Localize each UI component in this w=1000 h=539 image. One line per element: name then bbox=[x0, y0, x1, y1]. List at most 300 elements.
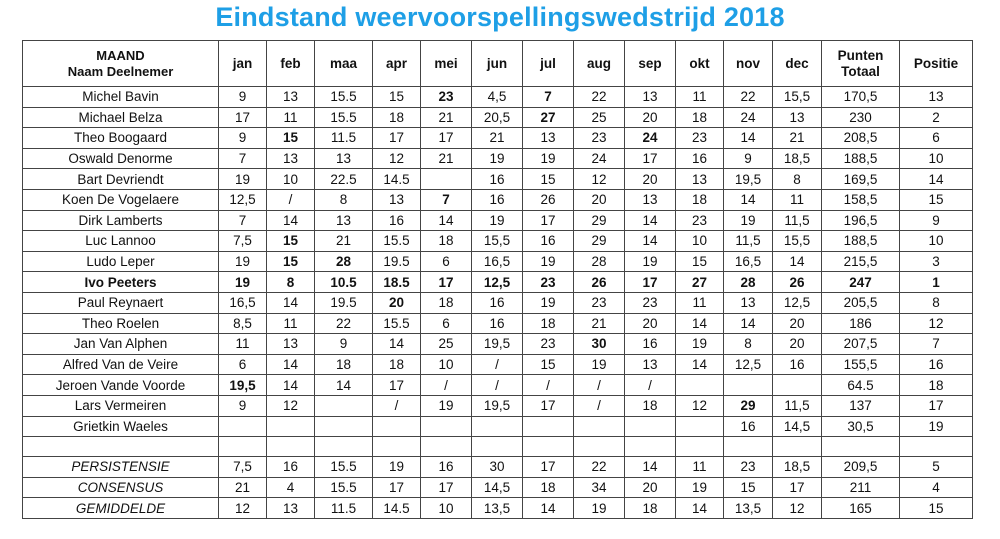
score-cell: 12 bbox=[676, 395, 724, 416]
score-cell: 6 bbox=[421, 251, 472, 272]
total-cell: 188,5 bbox=[822, 231, 900, 252]
score-cell: 13 bbox=[724, 292, 773, 313]
score-cell: 7 bbox=[219, 210, 267, 231]
score-cell: 12 bbox=[574, 169, 625, 190]
score-cell: 17 bbox=[523, 395, 574, 416]
reference-name: GEMIDDELDE bbox=[23, 498, 219, 519]
score-cell: 18.5 bbox=[373, 272, 421, 293]
score-cell: 8 bbox=[267, 272, 315, 293]
score-cell: 19,5 bbox=[472, 334, 523, 355]
participant-name: Bart Devriendt bbox=[23, 169, 219, 190]
page-title: Eindstand weervoorspellingswedstrijd 2018 bbox=[215, 2, 785, 32]
participant-row bbox=[23, 354, 973, 375]
score-cell bbox=[724, 375, 773, 396]
score-cell: 18 bbox=[523, 477, 574, 498]
score-cell: / bbox=[421, 375, 472, 396]
score-cell bbox=[472, 416, 523, 437]
score-cell: 20 bbox=[625, 313, 676, 334]
score-cell: 9 bbox=[219, 87, 267, 108]
total-cell: 188,5 bbox=[822, 148, 900, 169]
reference-row bbox=[23, 457, 973, 478]
score-cell: 15,5 bbox=[472, 231, 523, 252]
total-cell: 207,5 bbox=[822, 334, 900, 355]
score-cell: 29 bbox=[724, 395, 773, 416]
empty-cell bbox=[421, 437, 472, 457]
score-cell: 15 bbox=[267, 231, 315, 252]
score-cell: 19 bbox=[472, 210, 523, 231]
score-cell: 10 bbox=[267, 169, 315, 190]
score-cell: 13 bbox=[267, 87, 315, 108]
score-cell: / bbox=[574, 395, 625, 416]
position-cell: 9 bbox=[900, 210, 973, 231]
header-month: maa bbox=[315, 41, 373, 87]
score-cell: 13 bbox=[267, 498, 315, 519]
score-cell: 16 bbox=[773, 354, 822, 375]
score-cell: 23 bbox=[574, 128, 625, 149]
position-cell: 15 bbox=[900, 498, 973, 519]
position-cell: 19 bbox=[900, 416, 973, 437]
total-cell: 211 bbox=[822, 477, 900, 498]
score-cell: 16 bbox=[625, 334, 676, 355]
score-cell: 8 bbox=[773, 169, 822, 190]
empty-cell bbox=[267, 437, 315, 457]
participant-name: Koen De Vogelaere bbox=[23, 189, 219, 210]
header-month-label: MAAND bbox=[96, 47, 145, 63]
score-cell: 17 bbox=[421, 272, 472, 293]
spacer-row bbox=[23, 437, 973, 457]
score-cell: 20 bbox=[625, 107, 676, 128]
score-cell: 11 bbox=[676, 87, 724, 108]
score-cell: 18 bbox=[676, 189, 724, 210]
score-cell: 21 bbox=[574, 313, 625, 334]
score-cell: 17 bbox=[373, 128, 421, 149]
empty-cell bbox=[523, 437, 574, 457]
score-cell bbox=[421, 169, 472, 190]
score-cell: 11.5 bbox=[315, 128, 373, 149]
score-cell: 12 bbox=[219, 498, 267, 519]
score-cell: 19 bbox=[676, 477, 724, 498]
score-cell bbox=[315, 395, 373, 416]
participant-row bbox=[23, 128, 973, 149]
score-cell: 19 bbox=[219, 251, 267, 272]
empty-cell bbox=[625, 437, 676, 457]
score-cell: 14.5 bbox=[373, 169, 421, 190]
position-cell: 15 bbox=[900, 189, 973, 210]
participant-name: Ludo Leper bbox=[23, 251, 219, 272]
total-cell: 247 bbox=[822, 272, 900, 293]
score-cell: 20 bbox=[773, 313, 822, 334]
score-cell: 18 bbox=[315, 354, 373, 375]
position-cell: 3 bbox=[900, 251, 973, 272]
score-cell: 16 bbox=[373, 210, 421, 231]
score-cell: 13 bbox=[625, 354, 676, 375]
header-month: apr bbox=[373, 41, 421, 87]
score-cell: 18 bbox=[373, 107, 421, 128]
header-name-cell bbox=[23, 41, 219, 87]
score-cell: 13 bbox=[373, 189, 421, 210]
score-cell: 19 bbox=[421, 395, 472, 416]
reference-row bbox=[23, 477, 973, 498]
score-cell: 13 bbox=[625, 87, 676, 108]
score-cell: 19,5 bbox=[219, 375, 267, 396]
score-cell: 7,5 bbox=[219, 457, 267, 478]
score-cell: 21 bbox=[421, 107, 472, 128]
score-cell: 15.5 bbox=[315, 87, 373, 108]
score-cell: 12 bbox=[267, 395, 315, 416]
score-cell: 20 bbox=[625, 169, 676, 190]
participant-name: Luc Lannoo bbox=[23, 231, 219, 252]
total-cell: 30,5 bbox=[822, 416, 900, 437]
score-cell: 16 bbox=[676, 148, 724, 169]
results-body bbox=[23, 87, 973, 519]
header-month: sep bbox=[625, 41, 676, 87]
participant-name: Grietkin Waeles bbox=[23, 416, 219, 437]
score-cell: 28 bbox=[724, 272, 773, 293]
score-cell: 4,5 bbox=[472, 87, 523, 108]
score-cell: 21 bbox=[315, 231, 373, 252]
score-cell: 16 bbox=[472, 292, 523, 313]
reference-name: PERSISTENSIE bbox=[23, 457, 219, 478]
header-total-cell bbox=[822, 41, 900, 87]
score-cell: 13,5 bbox=[724, 498, 773, 519]
score-cell bbox=[676, 416, 724, 437]
total-cell: 64.5 bbox=[822, 375, 900, 396]
score-cell: 19 bbox=[676, 334, 724, 355]
participant-row bbox=[23, 272, 973, 293]
score-cell: / bbox=[523, 375, 574, 396]
score-cell: 14 bbox=[724, 313, 773, 334]
score-cell: 15,5 bbox=[773, 231, 822, 252]
score-cell: 6 bbox=[421, 313, 472, 334]
score-cell: 8,5 bbox=[219, 313, 267, 334]
score-cell: 19 bbox=[219, 272, 267, 293]
score-cell: 29 bbox=[574, 210, 625, 231]
score-cell: 15 bbox=[676, 251, 724, 272]
score-cell: 19 bbox=[574, 498, 625, 519]
score-cell: 22 bbox=[724, 87, 773, 108]
score-cell: / bbox=[625, 375, 676, 396]
score-cell: 20 bbox=[625, 477, 676, 498]
participant-name: Alfred Van de Veire bbox=[23, 354, 219, 375]
score-cell: 16 bbox=[472, 169, 523, 190]
score-cell: 22 bbox=[574, 87, 625, 108]
score-cell: 15 bbox=[523, 169, 574, 190]
score-cell: 8 bbox=[724, 334, 773, 355]
score-cell: 19 bbox=[523, 251, 574, 272]
score-cell: 12 bbox=[373, 148, 421, 169]
score-cell: 14 bbox=[625, 457, 676, 478]
score-cell: 23 bbox=[574, 292, 625, 313]
score-cell: 13 bbox=[315, 210, 373, 231]
participant-name: Paul Reynaert bbox=[23, 292, 219, 313]
score-cell: 15.5 bbox=[315, 107, 373, 128]
score-cell: 17 bbox=[523, 457, 574, 478]
participant-row bbox=[23, 189, 973, 210]
score-cell: 24 bbox=[574, 148, 625, 169]
score-cell bbox=[773, 375, 822, 396]
score-cell: 23 bbox=[724, 457, 773, 478]
score-cell: 23 bbox=[523, 272, 574, 293]
score-cell: 23 bbox=[421, 87, 472, 108]
score-cell: 27 bbox=[676, 272, 724, 293]
empty-cell bbox=[219, 437, 267, 457]
score-cell: 10 bbox=[421, 498, 472, 519]
score-cell: 22.5 bbox=[315, 169, 373, 190]
score-cell: 23 bbox=[523, 334, 574, 355]
header-month: jan bbox=[219, 41, 267, 87]
score-cell: 14 bbox=[267, 375, 315, 396]
header-month: nov bbox=[724, 41, 773, 87]
score-cell: 4 bbox=[267, 477, 315, 498]
empty-cell bbox=[373, 437, 421, 457]
score-cell: 15 bbox=[267, 251, 315, 272]
score-cell: 14 bbox=[267, 210, 315, 231]
score-cell: 15 bbox=[724, 477, 773, 498]
score-cell: 16 bbox=[472, 313, 523, 334]
score-cell bbox=[676, 375, 724, 396]
participant-row bbox=[23, 148, 973, 169]
score-cell: 19 bbox=[724, 210, 773, 231]
participant-row bbox=[23, 416, 973, 437]
score-cell: 14.5 bbox=[373, 498, 421, 519]
participant-name: Lars Vermeiren bbox=[23, 395, 219, 416]
score-cell: 14 bbox=[421, 210, 472, 231]
position-cell: 13 bbox=[900, 87, 973, 108]
score-cell: 17 bbox=[625, 272, 676, 293]
header-month: dec bbox=[773, 41, 822, 87]
score-cell: 20 bbox=[373, 292, 421, 313]
position-cell: 4 bbox=[900, 477, 973, 498]
total-cell: 169,5 bbox=[822, 169, 900, 190]
header-position: Positie bbox=[900, 41, 973, 87]
score-cell: / bbox=[267, 189, 315, 210]
participant-row bbox=[23, 251, 973, 272]
participant-name: Michel Bavin bbox=[23, 87, 219, 108]
score-cell: 25 bbox=[421, 334, 472, 355]
score-cell: 7,5 bbox=[219, 231, 267, 252]
score-cell: / bbox=[574, 375, 625, 396]
total-cell: 196,5 bbox=[822, 210, 900, 231]
score-cell: 16 bbox=[724, 416, 773, 437]
score-cell: 9 bbox=[724, 148, 773, 169]
total-cell: 186 bbox=[822, 313, 900, 334]
score-cell: / bbox=[373, 395, 421, 416]
header-row bbox=[23, 41, 973, 87]
empty-cell bbox=[773, 437, 822, 457]
total-cell: 170,5 bbox=[822, 87, 900, 108]
score-cell: 13 bbox=[625, 189, 676, 210]
empty-cell bbox=[724, 437, 773, 457]
empty-cell bbox=[574, 437, 625, 457]
score-cell: 11.5 bbox=[315, 498, 373, 519]
score-cell: 23 bbox=[625, 292, 676, 313]
score-cell: 26 bbox=[773, 272, 822, 293]
score-cell: 11 bbox=[676, 457, 724, 478]
empty-cell bbox=[676, 437, 724, 457]
position-cell: 7 bbox=[900, 334, 973, 355]
score-cell: 9 bbox=[315, 334, 373, 355]
score-cell: 14,5 bbox=[472, 477, 523, 498]
participant-name: Ivo Peeters bbox=[23, 272, 219, 293]
score-cell: 15 bbox=[523, 354, 574, 375]
score-cell: 11,5 bbox=[773, 395, 822, 416]
score-cell bbox=[267, 416, 315, 437]
score-cell: 15.5 bbox=[373, 231, 421, 252]
score-cell: 30 bbox=[574, 334, 625, 355]
score-cell: 10 bbox=[676, 231, 724, 252]
score-cell: 19 bbox=[574, 354, 625, 375]
score-cell: 17 bbox=[773, 477, 822, 498]
score-cell bbox=[625, 416, 676, 437]
score-cell: 12 bbox=[773, 498, 822, 519]
score-cell: 22 bbox=[315, 313, 373, 334]
total-cell: 215,5 bbox=[822, 251, 900, 272]
total-cell: 230 bbox=[822, 107, 900, 128]
empty-cell bbox=[472, 437, 523, 457]
score-cell: 18,5 bbox=[773, 457, 822, 478]
score-cell: 10.5 bbox=[315, 272, 373, 293]
score-cell: 27 bbox=[523, 107, 574, 128]
position-cell: 10 bbox=[900, 231, 973, 252]
position-cell: 6 bbox=[900, 128, 973, 149]
header-total-line2: Totaal bbox=[841, 63, 880, 79]
score-cell: 16,5 bbox=[472, 251, 523, 272]
score-cell: 14 bbox=[625, 210, 676, 231]
score-cell: 18 bbox=[523, 313, 574, 334]
score-cell: 16 bbox=[523, 231, 574, 252]
score-cell: 14,5 bbox=[773, 416, 822, 437]
score-cell: 19 bbox=[523, 292, 574, 313]
score-cell: 17 bbox=[421, 128, 472, 149]
score-cell: 14 bbox=[625, 231, 676, 252]
participant-name: Oswald Denorme bbox=[23, 148, 219, 169]
results-table bbox=[22, 40, 973, 519]
score-cell: 19,5 bbox=[472, 395, 523, 416]
score-cell: 14 bbox=[773, 251, 822, 272]
header-month: feb bbox=[267, 41, 315, 87]
header-participant-label: Naam Deelnemer bbox=[67, 63, 174, 79]
header-month: aug bbox=[574, 41, 625, 87]
score-cell: 13 bbox=[523, 128, 574, 149]
score-cell: 26 bbox=[523, 189, 574, 210]
participant-name: Theo Boogaard bbox=[23, 128, 219, 149]
score-cell: 14 bbox=[523, 498, 574, 519]
score-cell: 14 bbox=[373, 334, 421, 355]
total-cell: 208,5 bbox=[822, 128, 900, 149]
score-cell: 17 bbox=[373, 477, 421, 498]
participant-row bbox=[23, 395, 973, 416]
score-cell: 18 bbox=[625, 395, 676, 416]
empty-cell bbox=[23, 437, 219, 457]
score-cell: 14 bbox=[724, 128, 773, 149]
score-cell bbox=[421, 416, 472, 437]
score-cell: 12,5 bbox=[724, 354, 773, 375]
score-cell: 11 bbox=[267, 107, 315, 128]
score-cell: 13 bbox=[315, 148, 373, 169]
score-cell: 14 bbox=[267, 354, 315, 375]
header-total-line1: Punten bbox=[837, 47, 884, 63]
participant-row bbox=[23, 87, 973, 108]
score-cell: 14 bbox=[676, 354, 724, 375]
total-cell: 158,5 bbox=[822, 189, 900, 210]
position-cell: 10 bbox=[900, 148, 973, 169]
position-cell: 17 bbox=[900, 395, 973, 416]
position-cell: 5 bbox=[900, 457, 973, 478]
participant-name: Dirk Lamberts bbox=[23, 210, 219, 231]
score-cell: 11 bbox=[219, 334, 267, 355]
total-cell: 137 bbox=[822, 395, 900, 416]
score-cell: 18,5 bbox=[773, 148, 822, 169]
score-cell bbox=[574, 416, 625, 437]
score-cell: 21 bbox=[773, 128, 822, 149]
score-cell: 22 bbox=[574, 457, 625, 478]
score-cell bbox=[315, 416, 373, 437]
score-cell: 15.5 bbox=[315, 477, 373, 498]
score-cell: 19.5 bbox=[315, 292, 373, 313]
score-cell: 9 bbox=[219, 128, 267, 149]
total-cell: 209,5 bbox=[822, 457, 900, 478]
reference-name: CONSENSUS bbox=[23, 477, 219, 498]
score-cell: 19,5 bbox=[724, 169, 773, 190]
score-cell: 18 bbox=[421, 292, 472, 313]
score-cell: 11 bbox=[773, 189, 822, 210]
score-cell: 34 bbox=[574, 477, 625, 498]
score-cell: 15 bbox=[373, 87, 421, 108]
participant-name: Jan Van Alphen bbox=[23, 334, 219, 355]
score-cell: 12,5 bbox=[472, 272, 523, 293]
score-cell: 10 bbox=[421, 354, 472, 375]
score-cell: 19 bbox=[625, 251, 676, 272]
participant-name: Theo Roelen bbox=[23, 313, 219, 334]
total-cell: 165 bbox=[822, 498, 900, 519]
score-cell: 19 bbox=[219, 169, 267, 190]
score-cell bbox=[523, 416, 574, 437]
score-cell: 24 bbox=[625, 128, 676, 149]
score-cell: / bbox=[472, 354, 523, 375]
score-cell: 15 bbox=[267, 128, 315, 149]
score-cell: 6 bbox=[219, 354, 267, 375]
score-cell: 14 bbox=[315, 375, 373, 396]
position-cell: 14 bbox=[900, 169, 973, 190]
score-cell: 19.5 bbox=[373, 251, 421, 272]
score-cell: 11,5 bbox=[724, 231, 773, 252]
score-cell: 13 bbox=[773, 107, 822, 128]
participant-row bbox=[23, 107, 973, 128]
score-cell: 17 bbox=[219, 107, 267, 128]
score-cell: 15,5 bbox=[773, 87, 822, 108]
empty-cell bbox=[822, 437, 900, 457]
score-cell: 17 bbox=[421, 477, 472, 498]
score-cell: 7 bbox=[523, 87, 574, 108]
participant-row bbox=[23, 334, 973, 355]
header-month: okt bbox=[676, 41, 724, 87]
participant-row bbox=[23, 313, 973, 334]
score-cell: 23 bbox=[676, 210, 724, 231]
score-cell: 14 bbox=[267, 292, 315, 313]
empty-cell bbox=[900, 437, 973, 457]
score-cell: 19 bbox=[373, 457, 421, 478]
score-cell: 13 bbox=[267, 148, 315, 169]
header-month: jul bbox=[523, 41, 574, 87]
participant-row bbox=[23, 169, 973, 190]
score-cell: 15.5 bbox=[315, 457, 373, 478]
score-cell bbox=[219, 416, 267, 437]
score-cell: 11,5 bbox=[773, 210, 822, 231]
score-cell: 18 bbox=[625, 498, 676, 519]
score-cell: 28 bbox=[315, 251, 373, 272]
score-cell: 11 bbox=[676, 292, 724, 313]
header-month: mei bbox=[421, 41, 472, 87]
